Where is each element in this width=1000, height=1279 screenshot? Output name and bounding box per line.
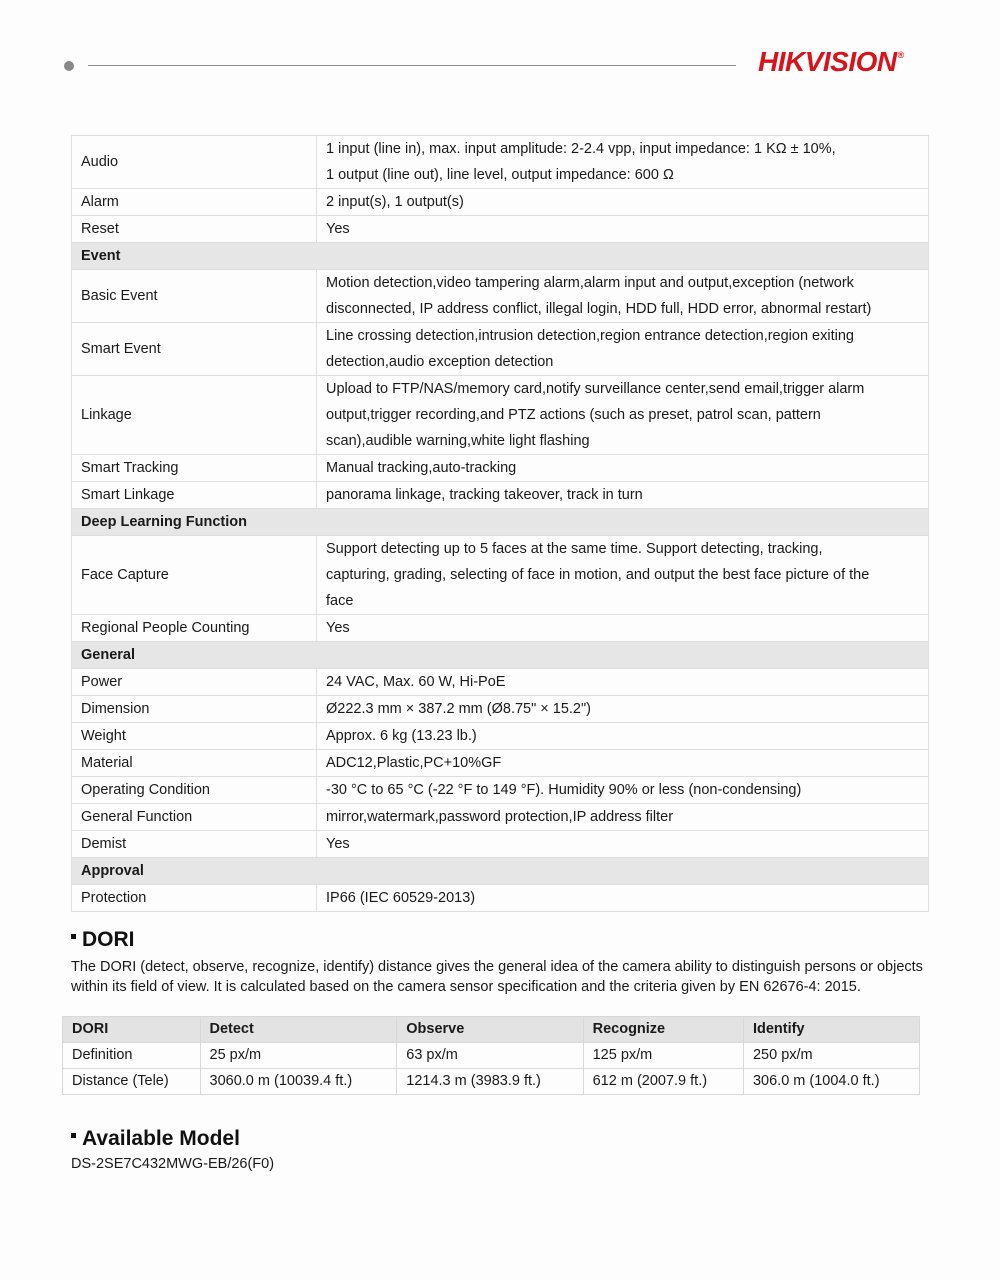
dori-cell: 63 px/m xyxy=(397,1043,583,1069)
spec-key: Demist xyxy=(72,831,317,858)
spec-key: Face Capture xyxy=(72,536,317,615)
spec-value-line: Upload to FTP/NAS/memory card,notify surveillance center,send email,trigger alarm xyxy=(326,381,865,397)
dori-cell: Definition xyxy=(63,1043,201,1069)
spec-key: Alarm xyxy=(72,189,317,216)
spec-value-line: capturing, grading, selecting of face in motion, and output the best face picture of the xyxy=(326,567,870,583)
spec-key: Dimension xyxy=(72,696,317,723)
spec-value-line: Yes xyxy=(326,836,350,852)
spec-value-line: IP66 (IEC 60529-2013) xyxy=(326,890,476,906)
spec-row xyxy=(72,804,929,831)
spec-value xyxy=(317,696,929,723)
header-dot xyxy=(64,61,74,71)
dori-header-cell: Observe xyxy=(397,1017,583,1043)
spec-key: Reset xyxy=(72,216,317,243)
dori-heading xyxy=(71,928,135,952)
spec-value xyxy=(317,669,929,696)
dori-row xyxy=(63,1043,920,1069)
spec-value-line: mirror,watermark,password protection,IP address filter xyxy=(326,809,674,825)
spec-value-line: output,trigger recording,and PTZ actions (such as preset, patrol scan, pattern xyxy=(326,407,821,423)
section-header-row xyxy=(72,858,929,885)
spec-value-line: 1 input (line in), max. input amplitude: 2-2.4 vpp, input impedance: 1 KΩ ± 10%, xyxy=(326,141,836,157)
section-header-row xyxy=(72,642,929,669)
spec-value-line: Manual tracking,auto-tracking xyxy=(326,460,517,476)
spec-value-line: -30 °C to 65 °C (-22 °F to 149 °F). Humidity 90% or less (non-condensing) xyxy=(326,782,802,798)
spec-key: Protection xyxy=(72,885,317,912)
spec-key: Weight xyxy=(72,723,317,750)
spec-value-line: 24 VAC, Max. 60 W, Hi-PoE xyxy=(326,674,506,690)
spec-key: Operating Condition xyxy=(72,777,317,804)
spec-value-line: Line crossing detection,intrusion detection,region entrance detection,region exiting xyxy=(326,328,854,344)
spec-key: Audio xyxy=(72,136,317,189)
spec-value-line: Ø222.3 mm × 387.2 mm (Ø8.75" × 15.2") xyxy=(326,701,591,717)
spec-value xyxy=(317,615,929,642)
spec-value xyxy=(317,831,929,858)
section-title: General xyxy=(72,642,929,669)
spec-value xyxy=(317,482,929,509)
spec-row xyxy=(72,216,929,243)
dori-header-cell: Identify xyxy=(743,1017,919,1043)
spec-value-line: 1 output (line out), line level, output impedance: 600 Ω xyxy=(326,167,674,183)
spec-key: Linkage xyxy=(72,376,317,455)
spec-value-line: Support detecting up to 5 faces at the same time. Support detecting, tracking, xyxy=(326,541,823,557)
spec-row xyxy=(72,536,929,615)
spec-value-line: Yes xyxy=(326,221,350,237)
spec-value xyxy=(317,323,929,376)
spec-row xyxy=(72,482,929,509)
spec-key: Smart Linkage xyxy=(72,482,317,509)
spec-key: Smart Tracking xyxy=(72,455,317,482)
spec-value-line: detection,audio exception detection xyxy=(326,354,554,370)
logo-text: HIKVISION xyxy=(758,46,897,77)
section-title: Event xyxy=(72,243,929,270)
dori-header-cell: DORI xyxy=(63,1017,201,1043)
spec-key: Regional People Counting xyxy=(72,615,317,642)
dori-cell: 250 px/m xyxy=(743,1043,919,1069)
spec-value-line: Yes xyxy=(326,620,350,636)
model-number: DS-2SE7C432MWG-EB/26(F0) xyxy=(71,1156,275,1172)
spec-value xyxy=(317,270,929,323)
spec-row xyxy=(72,615,929,642)
spec-value xyxy=(317,536,929,615)
dori-cell: 25 px/m xyxy=(200,1043,397,1069)
spec-value xyxy=(317,750,929,777)
spec-value xyxy=(317,777,929,804)
section-header-row xyxy=(72,509,929,536)
dori-cell: 1214.3 m (3983.9 ft.) xyxy=(397,1069,583,1095)
spec-value xyxy=(317,885,929,912)
spec-value-line: 2 input(s), 1 output(s) xyxy=(326,194,464,210)
spec-value-line: face xyxy=(326,593,354,609)
spec-row xyxy=(72,455,929,482)
dori-cell: 3060.0 m (10039.4 ft.) xyxy=(200,1069,397,1095)
dori-header-row xyxy=(63,1017,920,1043)
header-rule xyxy=(88,65,736,66)
spec-value xyxy=(317,216,929,243)
dori-cell: 125 px/m xyxy=(583,1043,743,1069)
dori-description: The DORI (detect, observe, recognize, identify) distance gives the general idea of the camera ability to distinguish persons or objects within its field of view. It is calculated based on the camera sensor specification and the criteria given by EN 62676-4: 2015. xyxy=(71,959,923,995)
spec-value-line: disconnected, IP address conflict, illegal login, HDD full, HDD error, abnormal restart) xyxy=(326,301,872,317)
spec-value-line: panorama linkage, tracking takeover, track in turn xyxy=(326,487,643,503)
spec-row xyxy=(72,136,929,189)
available-model-heading-text: Available Model xyxy=(82,1127,240,1150)
spec-value xyxy=(317,804,929,831)
spec-key: General Function xyxy=(72,804,317,831)
spec-value xyxy=(317,723,929,750)
spec-value xyxy=(317,189,929,216)
spec-row xyxy=(72,270,929,323)
spec-value-line: Motion detection,video tampering alarm,alarm input and output,exception (network xyxy=(326,275,854,291)
spec-value xyxy=(317,376,929,455)
spec-row xyxy=(72,189,929,216)
dori-table xyxy=(62,1016,920,1095)
dori-cell: 612 m (2007.9 ft.) xyxy=(583,1069,743,1095)
dori-row xyxy=(63,1069,920,1095)
spec-row xyxy=(72,323,929,376)
dori-cell: 306.0 m (1004.0 ft.) xyxy=(743,1069,919,1095)
brand-logo xyxy=(758,46,903,78)
spec-table xyxy=(71,135,929,912)
spec-key: Basic Event xyxy=(72,270,317,323)
spec-value xyxy=(317,136,929,189)
spec-key: Smart Event xyxy=(72,323,317,376)
spec-row xyxy=(72,831,929,858)
dori-cell: Distance (Tele) xyxy=(63,1069,201,1095)
spec-key: Material xyxy=(72,750,317,777)
available-model-heading xyxy=(71,1127,240,1151)
spec-value xyxy=(317,455,929,482)
spec-row xyxy=(72,885,929,912)
spec-row xyxy=(72,669,929,696)
spec-value-line: scan),audible warning,white light flashing xyxy=(326,433,590,449)
heading-bullet xyxy=(71,934,76,939)
section-header-row xyxy=(72,243,929,270)
spec-row xyxy=(72,696,929,723)
spec-row xyxy=(72,777,929,804)
dori-header-cell: Detect xyxy=(200,1017,397,1043)
spec-row xyxy=(72,750,929,777)
spec-value-line: ADC12,Plastic,PC+10%GF xyxy=(326,755,502,771)
dori-heading-text: DORI xyxy=(82,928,135,951)
section-title: Deep Learning Function xyxy=(72,509,929,536)
spec-row xyxy=(72,723,929,750)
spec-value-line: Approx. 6 kg (13.23 lb.) xyxy=(326,728,477,744)
section-title: Approval xyxy=(72,858,929,885)
heading-bullet xyxy=(71,1133,76,1138)
dori-header-cell: Recognize xyxy=(583,1017,743,1043)
spec-row xyxy=(72,376,929,455)
spec-key: Power xyxy=(72,669,317,696)
logo-registered-mark: ® xyxy=(897,50,904,60)
